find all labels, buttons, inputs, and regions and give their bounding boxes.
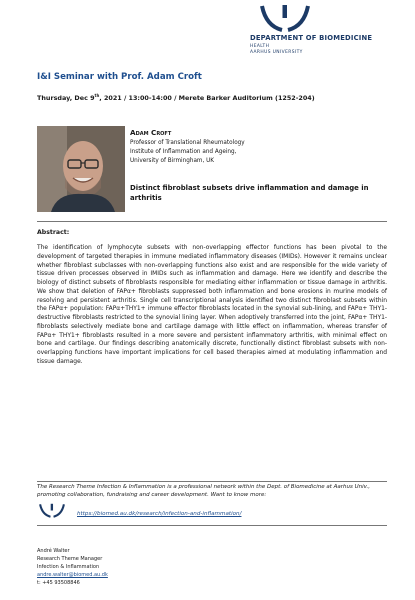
speaker-institute: Institute of Inflammation and Ageing, [130, 149, 237, 155]
department-name: DEPARTMENT OF BIOMEDICINE [250, 34, 373, 42]
au-seal-small-icon [37, 502, 67, 523]
faculty-name: HEALTH AARHUS UNIVERSITY [250, 44, 303, 55]
contact-theme: Infection & Inflammation [37, 564, 100, 570]
seminar-title: I&I Seminar with Prof. Adam Croft [37, 72, 202, 82]
speaker-name: Adam Croft [130, 128, 172, 137]
contact-name: André Walter [37, 548, 70, 554]
divider [37, 221, 387, 222]
au-seal-icon [256, 4, 314, 32]
contact-email-link[interactable]: andre.walter@biomed.au.dk [37, 572, 108, 578]
seminar-date-location: Thursday, Dec 9th, 2021 / 13:00-14:00 / Merete Barker Auditorium (1252-204) [37, 93, 315, 103]
contact-phone: t: +45 93508846 [37, 580, 80, 586]
aarhus-university-logo [246, 4, 396, 66]
abstract-text: The identification of lymphocyte subsets with non-overlapping effector functions has been pivotal to the development of targeted therapies in immune mediated inflammatory diseases (IMIDs). However it remains unclear whether fibroblast subclasses with non-overlapping functions also exist and are responsible for the wide variety of tissue driven processes observed in IMIDs such as inflammation and damage. Here we identify and describe the biology of distinct subsets of fibroblasts responsible for mediating either inflammation or tissue damage in arthritis. We show that deletion of FAPα+ fibroblasts suppressed both inflammation and bone erosions in murine models of resolving and persistent arthritis. Single cell transcriptional analysis identified two distinct fibroblast subsets within the FAPα+ population: FAPα+THY1+ immune effector fibroblasts located in the synovial sub-lining, and FAPα+ THY1- destructive fibroblasts restricted to the synovial lining layer. When adoptively transferred into the joint, FAPα+ THY1-fibroblasts selectively mediate bone and cartilage damage with little effect on inflammation, whereas transfer of FAPα+ THY1+ fibroblasts resulted in a more severe and persistent inflammatory arthritis, with minimal effect on bone and cartilage. Our findings describing anatomically discrete, functionally distinct fibroblast subsets with non-overlapping functions have important implications for cell based therapies aimed at modulating inflammation and tissue damage. [37, 244, 387, 365]
talk-title: Distinct fibroblast subsets drive inflammation and damage in arthritis [130, 184, 369, 202]
speaker-university: University of Birmingham, UK [130, 158, 214, 164]
network-link[interactable]: https://biomed.au.dk/research/infection-and-inflammation/ [77, 511, 242, 517]
speaker-photo [37, 126, 125, 212]
abstract-label: Abstract: [37, 229, 70, 236]
speaker-role: Professor of Translational Rheumatology [130, 140, 245, 146]
contact-title: Research Theme Manager [37, 556, 103, 562]
network-description: The Research Theme Infection & Inflammation is a professional network within the Dept. of Biomedicine at Aarhus Univ., promoting collaboration, fundraising and career development. Want to know more: [37, 484, 370, 498]
